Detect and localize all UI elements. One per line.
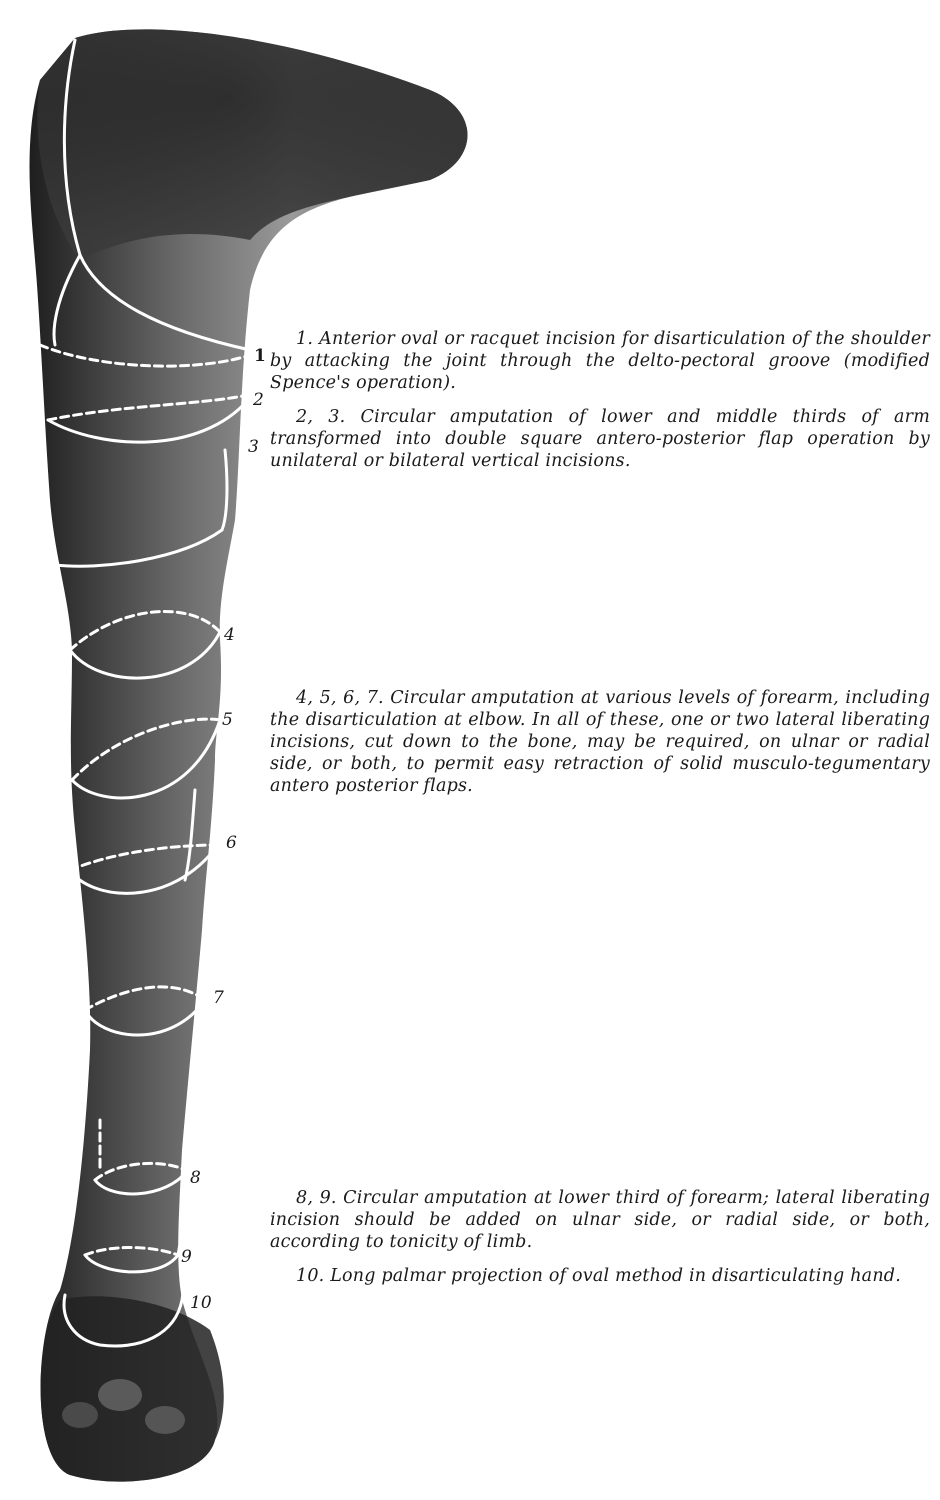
label-3: 3 — [248, 437, 259, 457]
caption-1: 1. Anterior oval or racquet incision for disarticulation of the shoulder by attacking the joint through the delto-pectoral groove (modified Spence's operation). — [270, 329, 930, 393]
label-10: 10 — [190, 1293, 212, 1313]
label-6: 6 — [226, 833, 237, 853]
caption-block-shoulder — [270, 328, 930, 484]
knuckle — [145, 1406, 185, 1434]
caption-4-7: 4, 5, 6, 7. Circular amputation at various levels of forearm, including the disarticulation at elbow. In all of these, one or two lateral liberating incisions, cut down to the bone, may be required, on ulnar or radial side, or both, to permit easy retraction of solid musculo-tegumentary antero posterior flaps. — [270, 688, 930, 796]
label-9: 9 — [181, 1247, 192, 1267]
label-5: 5 — [222, 710, 233, 730]
caption-10: 10. Long palmar projection of oval method in disarticulating hand. — [296, 1266, 901, 1286]
caption-block-wrist — [270, 1187, 930, 1299]
label-2: 2 — [253, 390, 264, 410]
label-7: 7 — [213, 988, 224, 1008]
caption-2-3: 2, 3. Circular amputation of lower and middle thirds of arm transformed into double square antero-posterior flap operation by unilateral or bilateral vertical incisions. — [270, 407, 930, 471]
label-1: 1 — [254, 346, 266, 366]
shoulder-shadow — [37, 29, 467, 260]
knuckle — [62, 1402, 98, 1428]
knuckle — [98, 1379, 142, 1411]
label-8: 8 — [190, 1168, 201, 1188]
incision-7-vertical-dashed — [205, 905, 212, 1000]
label-4: 4 — [224, 625, 235, 645]
caption-8-9: 8, 9. Circular amputation at lower third of forearm; lateral liberating incision should be added on ulnar side, or radial side, or both, according to tonicity of limb. — [270, 1188, 930, 1252]
caption-block-forearm — [270, 687, 930, 809]
